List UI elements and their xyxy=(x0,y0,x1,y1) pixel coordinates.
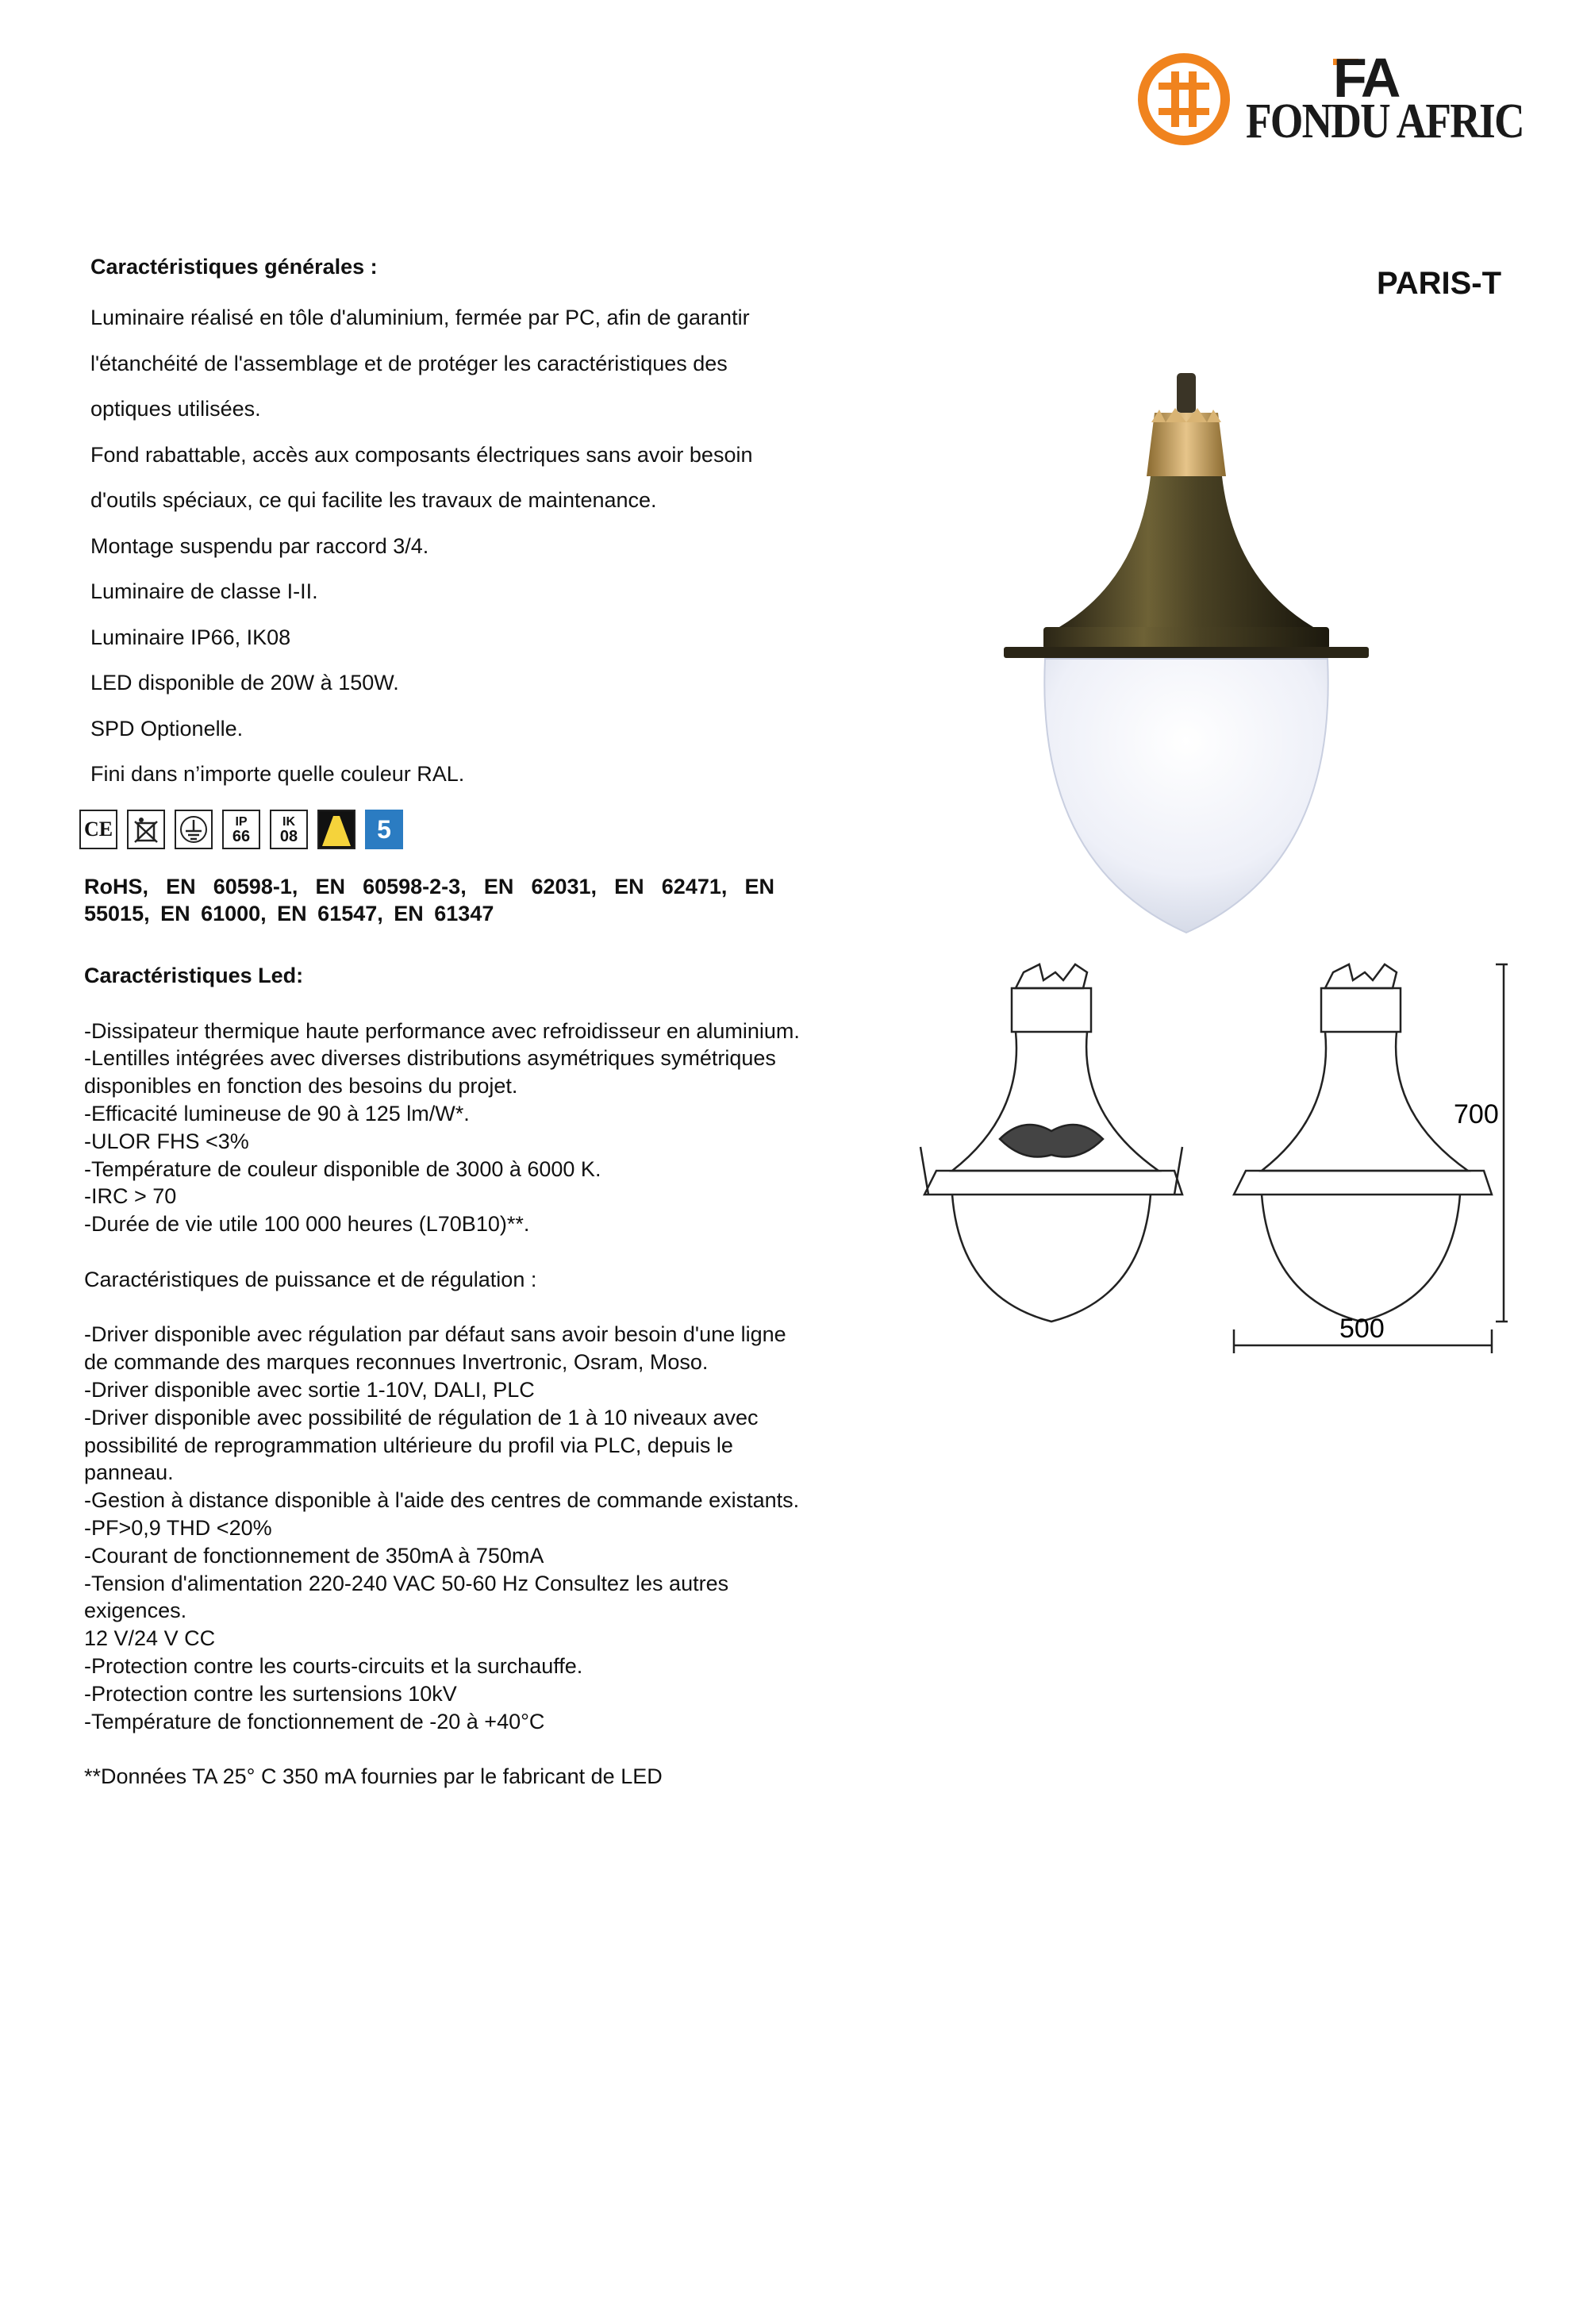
led-item: -ULOR FHS <3% xyxy=(84,1129,249,1153)
general-line: Fond rabattable, accès aux composants électriques sans avoir besoin xyxy=(90,442,753,467)
5-year-warranty-icon: 5 xyxy=(365,810,403,849)
general-line: Luminaire de classe I-II. xyxy=(90,579,318,603)
general-line: Luminaire réalisé en tôle d'aluminium, fermée par PC, afin de garantir xyxy=(90,306,750,329)
brand-monogram: FA xyxy=(1333,47,1398,109)
general-line: LED disponible de 20W à 150W. xyxy=(90,671,399,695)
led-item: -Température de couleur disponible de 3000 à 6000 K. xyxy=(84,1156,601,1181)
led-characteristics xyxy=(84,962,814,1791)
weee-recycle-icon xyxy=(127,810,165,849)
general-line: Fini dans n’importe quelle couleur RAL. xyxy=(90,762,465,786)
ground-earth-icon xyxy=(175,810,213,849)
general-line: d'outils spéciaux, ce qui facilite les travaux de maintenance. xyxy=(90,488,657,512)
power-item: -Courant de fonctionnement de 350mA à 750mA xyxy=(84,1543,544,1568)
power-item: 12 V/24 V CC xyxy=(84,1626,216,1651)
norms-list: RoHS, EN 60598-1, EN 60598-2-3, EN 62031, EN 62471, EN 55015, EN 61000, EN 61547, EN 61347 xyxy=(84,875,774,925)
general-line: Montage suspendu par raccord 3/4. xyxy=(90,533,429,558)
led-item: -Lentilles intégrées avec diverses distributions asymétriques symétriques disponibles en fonction des besoins du projet. xyxy=(84,1046,776,1099)
led-item: -Efficacité lumineuse de 90 à 125 lm/W*. xyxy=(84,1101,470,1125)
led-item: -Dissipateur thermique haute performance avec refroidisseur en aluminium. xyxy=(84,1018,800,1043)
power-item: -Driver disponible avec régulation par défaut sans avoir besoin d'une ligne de commande des marques reconnues Invertronic, Osram, Moso. xyxy=(84,1322,786,1375)
height-dimension: 700 xyxy=(1454,1099,1499,1129)
ip66-icon: IP 66 xyxy=(222,810,260,849)
power-item: -PF>0,9 THD <20% xyxy=(84,1515,272,1540)
general-heading: Caractéristiques générales : xyxy=(90,255,378,279)
certification-icons xyxy=(79,810,403,854)
power-item: -Driver disponible avec possibilité de régulation de 1 à 10 niveaux avec possibilité de reprogrammation ultérieure du profil via PLC, depuis le panneau. xyxy=(84,1405,759,1485)
power-item: -Protection contre les surtensions 10kV xyxy=(84,1681,457,1706)
product-title: PARIS-T xyxy=(1377,266,1502,301)
power-item: -Driver disponible avec sortie 1-10V, DALI, PLC xyxy=(84,1377,535,1402)
ce-mark-icon: CE xyxy=(79,810,117,849)
general-line: Luminaire IP66, IK08 xyxy=(90,625,291,649)
side-view-drawing xyxy=(1234,964,1508,1353)
fa-emblem-icon xyxy=(1143,58,1225,140)
width-dimension: 500 xyxy=(1339,1314,1385,1344)
power-item: -Température de fonctionnement de -20 à +40°C xyxy=(84,1709,545,1733)
technical-drawings xyxy=(905,956,1531,1369)
general-line: optiques utilisées. xyxy=(90,397,261,421)
led-item: -Durée de vie utile 100 000 heures (L70B10)**. xyxy=(84,1212,530,1237)
light-cone-icon xyxy=(317,810,355,849)
front-view-drawing xyxy=(920,964,1182,1322)
power-item: -Protection contre les courts-circuits et la surchauffe. xyxy=(84,1653,583,1678)
general-characteristics xyxy=(90,252,820,798)
power-heading: Caractéristiques de puissance et de régulation : xyxy=(84,1267,537,1291)
general-line: l'étanchéité de l'assemblage et de protéger les caractéristiques des xyxy=(90,351,728,375)
power-item: -Gestion à distance disponible à l'aide des centres de commande existants. xyxy=(84,1488,800,1513)
led-heading: Caractéristiques Led: xyxy=(84,964,304,987)
ik08-icon: IK 08 xyxy=(270,810,308,849)
led-item: -IRC > 70 xyxy=(84,1184,177,1209)
product-photo xyxy=(996,373,1377,937)
power-item: -Tension d'alimentation 220-240 VAC 50-60 Hz Consultez les autres exigences. xyxy=(84,1571,729,1623)
brand-name: FONDU AFRIC xyxy=(1246,94,1524,148)
general-line: SPD Optionelle. xyxy=(90,716,244,741)
footnote: **Données TA 25° C 350 mA fournies par le fabricant de LED xyxy=(84,1764,663,1789)
